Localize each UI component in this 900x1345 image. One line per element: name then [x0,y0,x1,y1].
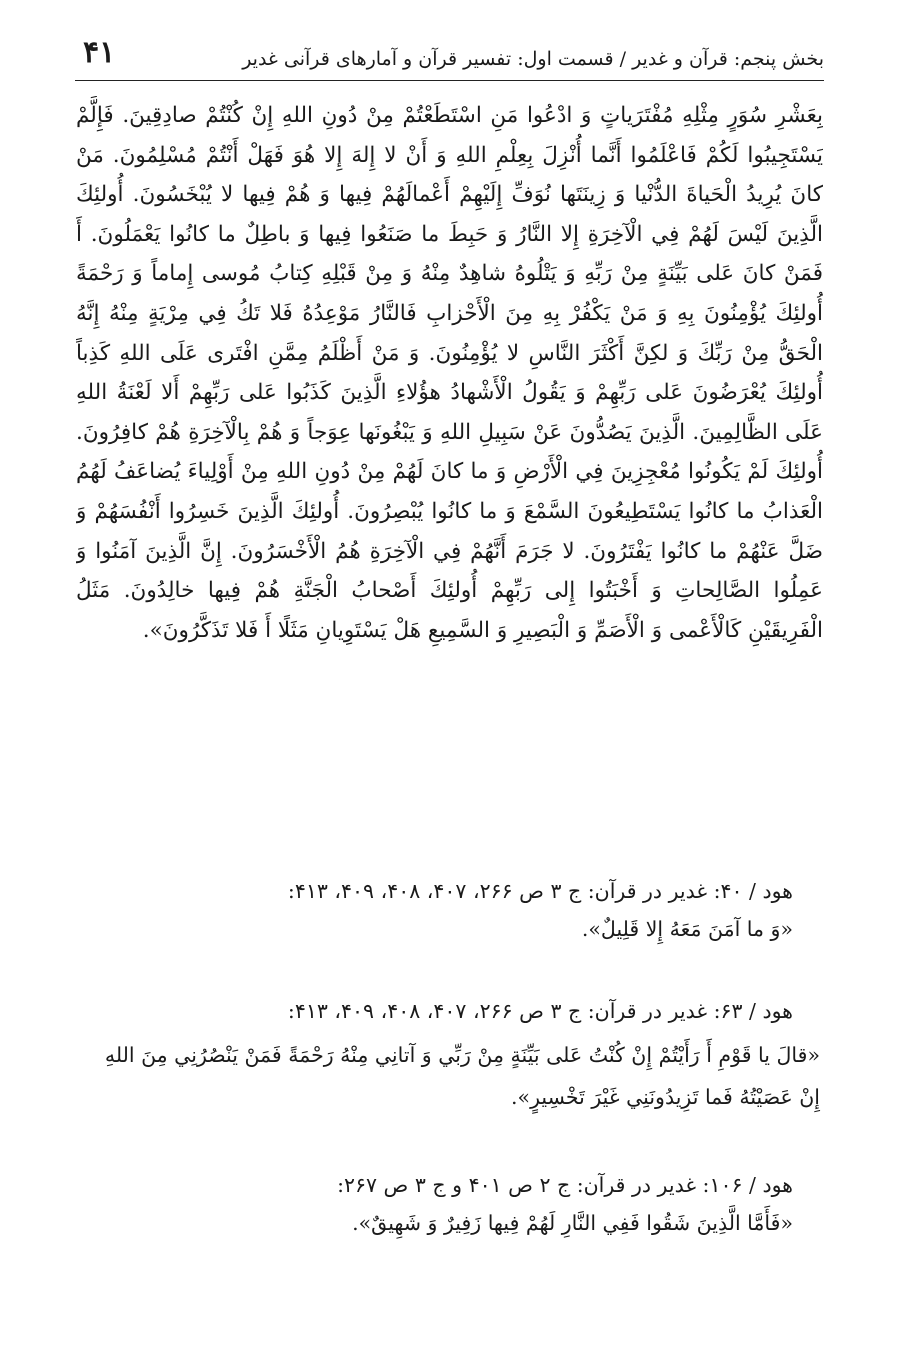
verse-reference: هود / ۴۰: غدیر در قرآن: ج ۳ ص ۲۶۶، ۴۰۷، ۴۰۸، ۴۰۹، ۴۱۳: [287,879,793,903]
header-divider [75,80,824,81]
verse-quote: «وَ ما آمَنَ مَعَهُ إِلا قَلِيلٌ». [581,917,793,941]
verse-reference: هود / ۶۳: غدیر در قرآن: ج ۳ ص ۲۶۶، ۴۰۷، ۴۰۸، ۴۰۹، ۴۱۳: [287,999,793,1023]
verse-entry [80,1170,793,1238]
quran-verse-text: بِعَشْرِ سُوَرٍ مِثْلِهِ مُفْتَرَياتٍ وَ ادْعُوا مَنِ اسْتَطَعْتُمْ مِنْ دُونِ اللهِ إِنْ كُنْتُمْ صادِقِينَ. فَإِلَّمْ يَسْتَجِيبُوا لَكُمْ فَاعْلَمُوا أَنَّما أُنْزِلَ بِعِلْمِ اللهِ وَ أَنْ لا إِلهَ إِلا هُوَ فَهَلْ أَنْتُمْ مُسْلِمُونَ. مَنْ كانَ يُرِيدُ الْحَياةَ الدُّنْيا وَ زِينَتَها نُوَفِّ إِلَيْهِمْ أَعْمالَهُمْ فِيها وَ هُمْ فِيها لا يُبْخَسُونَ. أُولئِكَ الَّذِينَ لَيْسَ لَهُمْ فِي الْآخِرَةِ إِلا النَّارُ وَ حَبِطَ ما صَنَعُوا فِيها وَ باطِلٌ ما كانُوا يَعْمَلُونَ. أَ فَمَنْ كانَ عَلى بَيِّنَةٍ مِنْ رَبِّهِ وَ يَتْلُوهُ شاهِدٌ مِنْهُ وَ مِنْ قَبْلِهِ كِتابُ مُوسى إِماماً وَ رَحْمَةً أُولئِكَ يُؤْمِنُونَ بِهِ وَ مَنْ يَكْفُرْ بِهِ مِنَ الْأَحْزابِ فَالنَّارُ مَوْعِدُهُ فَلا تَكُ فِي مِرْيَةٍ مِنْهُ إِنَّهُ الْحَقُّ مِنْ رَبِّكَ وَ لكِنَّ أَكْثَرَ النَّاسِ لا يُؤْمِنُونَ. وَ مَنْ أَظْلَمُ مِمَّنِ افْتَرى عَلَى اللهِ كَذِباً أُولئِكَ يُعْرَضُونَ عَلى رَبِّهِمْ وَ يَقُولُ الْأَشْهادُ هؤُلاءِ الَّذِينَ كَذَبُوا عَلى رَبِّهِمْ أَلا لَعْنَةُ اللهِ عَلَى الظَّالِمِينَ. الَّذِينَ يَصُدُّونَ عَنْ سَبِيلِ اللهِ وَ يَبْغُونَها عِوَجاً وَ هُمْ بِالْآخِرَةِ هُمْ كافِرُونَ. أُولئِكَ لَمْ يَكُونُوا مُعْجِزِينَ فِي الْأَرْضِ وَ ما كانَ لَهُمْ مِنْ دُونِ اللهِ مِنْ أَوْلِياءَ يُضاعَفُ لَهُمُ الْعَذابُ ما كانُوا يَسْتَطِيعُونَ السَّمْعَ وَ ما كانُوا يُبْصِرُونَ. أُولئِكَ الَّذِينَ خَسِرُوا أَنْفُسَهُمْ وَ ضَلَّ عَنْهُمْ ما كانُوا يَفْتَرُونَ. لا جَرَمَ أَنَّهُمْ فِي الْآخِرَةِ هُمُ الْأَخْسَرُونَ. إِنَّ الَّذِينَ آمَنُوا وَ عَمِلُوا الصَّالِحاتِ وَ أَخْبَتُوا إِلى رَبِّهِمْ أُولئِكَ أَصْحابُ الْجَنَّةِ هُمْ فِيها خالِدُونَ. مَثَلُ الْفَرِيقَيْنِ كَالْأَعْمى وَ الْأَصَمِّ وَ الْبَصِيرِ وَ السَّمِيعِ هَلْ يَسْتَوِيانِ مَثَلًا أَ فَلا تَذَكَّرُونَ». [76,103,823,643]
running-header [75,30,824,78]
verse-reference: هود / ۱۰۶: غدیر در قرآن: ج ۲ ص ۴۰۱ و ج ۳ ص ۲۶۷: [337,1173,793,1197]
page-number: ۴۱ [83,35,116,70]
header-title: بخش پنجم: قرآن و غدیر / قسمت اول: تفسیر قرآن و آمارهای قرآنی غدیر [242,48,824,70]
verse-entry [80,876,793,944]
verse-quote: «قالَ يا قَوْمِ أَ رَأَيْتُمْ إِنْ كُنْتُ عَلى بَيِّنَةٍ مِنْ رَبِّي وَ آتانِي مِنْهُ رَحْمَةً فَمَنْ يَنْصُرُنِي مِنَ اللهِ إِنْ عَصَيْتُهُ فَما تَزِيدُونَنِي غَيْرَ تَخْسِيرٍ». [104,1043,820,1109]
verse-entry [80,996,820,1118]
verse-quote: «فَأَمَّا الَّذِينَ شَقُوا فَفِي النَّارِ لَهُمْ فِيها زَفِيرٌ وَ شَهِيقٌ». [352,1211,793,1235]
